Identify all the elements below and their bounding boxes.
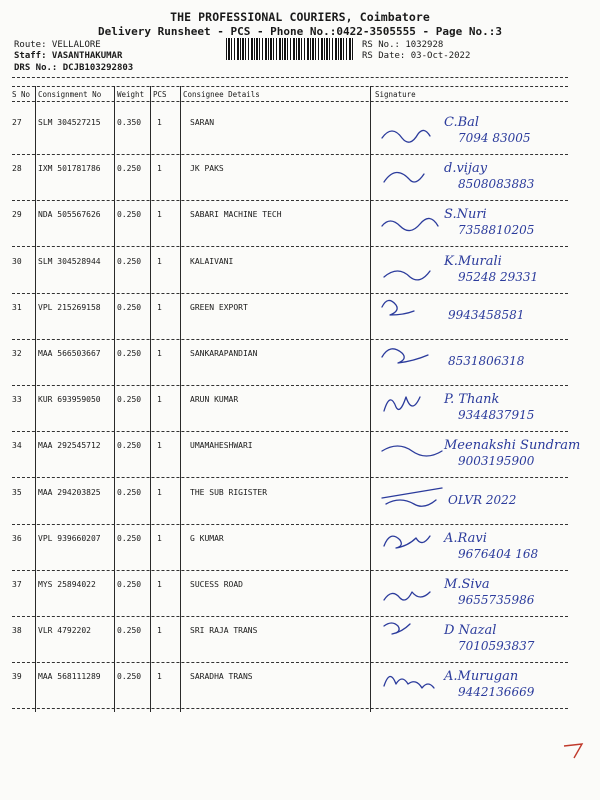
row-weight: 0.250 [117,441,142,450]
handwritten-signature [374,243,594,287]
col-consignee: Consignee Details [183,90,260,99]
row-consignee: ARUN KUMAR [190,395,239,404]
signature-name: d.vijay [444,161,488,176]
row-sno: 38 [12,626,22,635]
signature-phone: 8508083883 [458,177,535,191]
red-mark [560,740,590,760]
signature-name: S.Nuri [444,207,487,222]
row-consignee: G KUMAR [190,534,224,543]
handwritten-signature [374,289,594,333]
signature-phone: 9655735986 [458,593,535,607]
handwritten-signature [374,566,594,610]
signature-phone: 9943458581 [448,308,525,322]
row-pcs: 1 [157,441,162,450]
handwritten-signature [374,612,594,656]
handwritten-signature [374,335,594,379]
row-consignee: JK PAKS [190,164,224,173]
signature-phone: 9442136669 [458,685,535,699]
handwritten-signature [374,658,594,702]
row-pcs: 1 [157,395,162,404]
row-consignment: MAA 294203825 [38,488,101,497]
signature-name: K.Murali [444,254,502,269]
row-consignee: SRI RAJA TRANS [190,626,258,635]
staff-label: Staff: VASANTHAKUMAR [14,51,123,61]
signature-stroke [382,300,414,315]
row-consignment: VLR 4792202 [38,626,91,635]
row-consignment: SLM 304528944 [38,257,101,266]
row-sno: 28 [12,164,22,173]
row-consignment: MAA 566503667 [38,349,101,358]
barcode [226,38,354,60]
signature-stroke [384,676,434,688]
signature-phone: 9344837915 [458,408,535,422]
row-weight: 0.250 [117,580,142,589]
col-consignment: Consignment No [38,90,102,99]
row-consignment: MAA 292545712 [38,441,101,450]
row-sno: 34 [12,441,22,450]
row-weight: 0.250 [117,534,142,543]
route-label: Route: VELLALORE [14,40,101,50]
signature-stroke [382,349,428,363]
col-pcs: PCS [153,90,167,99]
row-consignment: VPL 939660207 [38,534,101,543]
signature-name: A.Ravi [444,531,487,546]
row-pcs: 1 [157,349,162,358]
row-consignee: SANKARAPANDIAN [190,349,258,358]
row-consignment: KUR 693959050 [38,395,101,404]
row-consignment: MAA 568111289 [38,672,101,681]
row-weight: 0.250 [117,395,142,404]
row-pcs: 1 [157,672,162,681]
signature-stroke [382,130,430,142]
signature-phone: 8531806318 [448,354,525,368]
row-pcs: 1 [157,118,162,127]
row-sno: 37 [12,580,22,589]
signature-stroke [384,592,430,600]
row-weight: 0.250 [117,488,142,497]
signature-name: C.Bal [444,115,480,130]
row-weight: 0.250 [117,672,142,681]
signature-stroke [382,446,442,456]
col-sno: S No [12,90,31,99]
row-sno: 35 [12,488,22,497]
row-sno: 30 [12,257,22,266]
signature-phone: 9003195900 [458,454,535,468]
row-sno: 27 [12,118,22,127]
row-consignee: THE SUB RIGISTER [190,488,268,497]
signature-phone: 7094 83005 [458,131,531,145]
signature-name: M.Siva [444,577,490,592]
table-row [0,669,600,718]
row-sno: 33 [12,395,22,404]
drs-number: DRS No.: DCJB103292803 [14,63,134,73]
row-consignment: MYS 25894022 [38,580,96,589]
row-consignment: SLM 304527215 [38,118,101,127]
row-consignee: KALAIVANI [190,257,234,266]
header-divider [12,77,568,78]
row-consignment: NDA 505567626 [38,210,101,219]
row-sno: 32 [12,349,22,358]
handwritten-signature [374,520,594,564]
row-sno: 39 [12,672,22,681]
page-subtitle: Delivery Runsheet - PCS - Phone No.:0422-3505555 - Page No.:3 [98,25,502,38]
signature-stroke [384,623,410,634]
row-pcs: 1 [157,164,162,173]
rs-date: RS Date: 03-Oct-2022 [362,51,471,61]
handwritten-signature [374,427,594,471]
signature-stroke [384,271,430,280]
signature-stroke [382,488,442,506]
row-consignee: SUCESS ROAD [190,580,243,589]
handwritten-signature [374,196,594,240]
col-signature: Signature [375,90,416,99]
row-pcs: 1 [157,534,162,543]
col-weight: Weight [117,90,145,99]
row-pcs: 1 [157,210,162,219]
signature-phone: 7010593837 [458,639,535,653]
signature-phone: 9676404 168 [458,547,539,561]
row-consignee: SARAN [190,118,215,127]
row-pcs: 1 [157,626,162,635]
signature-name: A.Murugan [444,669,519,684]
signature-stroke [382,218,438,230]
page-title: THE PROFESSIONAL COURIERS, Coimbatore [170,10,430,24]
handwritten-signature [374,381,594,425]
row-sno: 29 [12,210,22,219]
row-weight: 0.250 [117,349,142,358]
signature-phone: 7358810205 [458,223,535,237]
signature-phone: OLVR 2022 [448,493,517,507]
row-weight: 0.250 [117,626,142,635]
handwritten-signature [374,150,594,194]
handwritten-signature [374,104,594,148]
signature-name: Meenakshi Sundram [444,438,581,453]
row-pcs: 1 [157,580,162,589]
row-weight: 0.250 [117,257,142,266]
row-divider [12,708,568,709]
row-consignee: UMAMAHESHWARI [190,441,253,450]
row-weight: 0.350 [117,118,142,127]
rs-number: RS No.: 1032928 [362,40,444,50]
signature-name: D Nazal [444,623,497,638]
signature-name: P. Thank [444,392,500,407]
table-header-divider [12,101,568,102]
row-weight: 0.250 [117,303,142,312]
signature-stroke [384,172,424,182]
row-weight: 0.250 [117,210,142,219]
signature-stroke [384,536,430,548]
row-pcs: 1 [157,303,162,312]
row-consignment: VPL 215269158 [38,303,101,312]
row-weight: 0.250 [117,164,142,173]
row-consignment: IXM 501781786 [38,164,101,173]
signature-phone: 95248 29331 [458,270,539,284]
table-top-divider [12,86,568,87]
row-consignee: GREEN EXPORT [190,303,248,312]
row-sno: 36 [12,534,22,543]
row-consignee: SABARI MACHINE TECH [190,210,282,219]
row-pcs: 1 [157,257,162,266]
row-pcs: 1 [157,488,162,497]
row-consignee: SARADHA TRANS [190,672,253,681]
handwritten-signature [374,474,594,518]
signature-stroke [384,397,420,411]
row-sno: 31 [12,303,22,312]
